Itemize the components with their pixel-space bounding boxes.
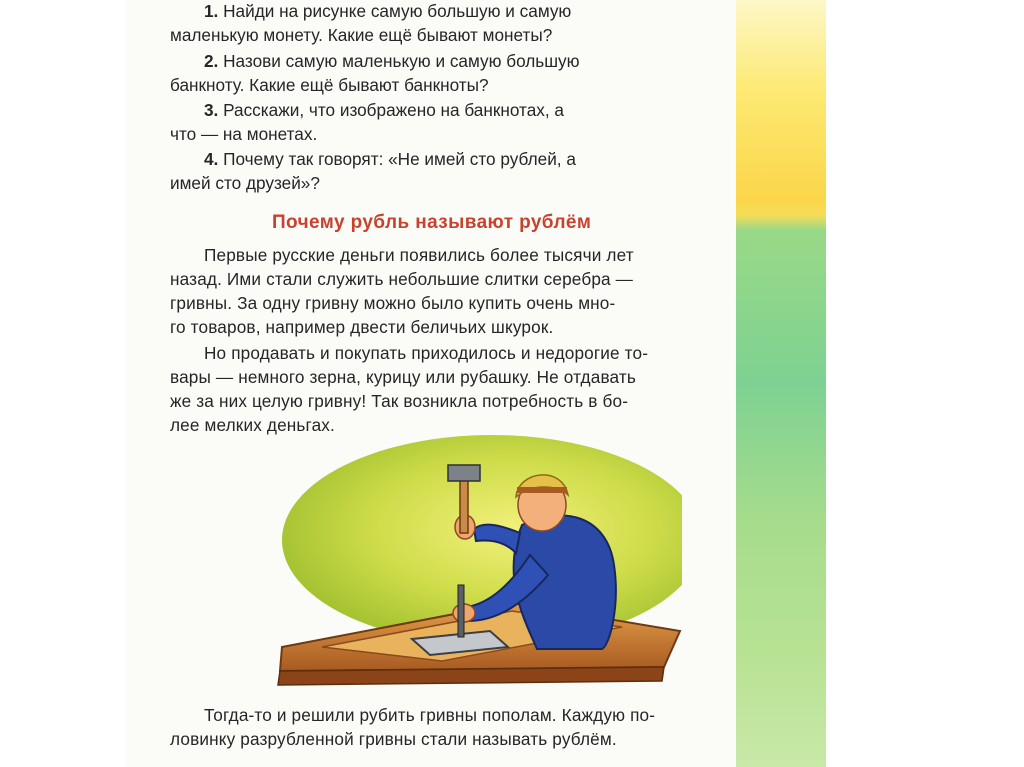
question-1-line2: маленькую монету. Какие ещё бывают монеты? (170, 25, 553, 45)
paragraph-line: лее мелких деньгах. (170, 415, 335, 435)
question-3-line2: что — на монетах. (170, 124, 318, 144)
hammer-head (448, 465, 480, 481)
question-4 (170, 148, 732, 171)
paragraph-line: го товаров, например двести беличьих шкурок. (170, 317, 554, 337)
paragraph-line: гривны. За одну гривну можно было купить очень мно- (170, 293, 616, 313)
chisel (458, 585, 464, 637)
question-line: Найди на рисунке самую большую и самую (223, 1, 572, 21)
headband (517, 487, 567, 493)
question-2-line2: банкноту. Какие ещё бывают банкноты? (170, 75, 489, 95)
question-number: 1. (204, 1, 219, 21)
decorative-side-stripe (736, 0, 826, 767)
paragraph-line: Первые русские деньги появились более тысячи лет (204, 245, 634, 265)
question-2 (170, 50, 732, 73)
question-number: 2. (204, 51, 219, 71)
workbench-edge (278, 667, 664, 685)
hammer-handle (460, 473, 468, 533)
paragraph-line: Тогда-то и решили рубить гривны пополам. Каждую по- (204, 705, 656, 725)
question-line: Назови самую маленькую и самую большую (223, 51, 580, 71)
paragraph-line: назад. Ими стали служить небольшие слитки серебра — (170, 269, 634, 289)
craftsman-illustration (262, 435, 682, 687)
question-1 (170, 0, 732, 23)
question-4-line2: имей сто друзей»? (170, 173, 320, 193)
question-number: 4. (204, 149, 219, 169)
question-line: Почему так говорят: «Не имей сто рублей, а (223, 149, 576, 169)
paragraph-line: ловинку разрубленной гривны стали называть рублём. (170, 729, 617, 749)
paragraph-line: Но продавать и покупать приходилось и недорогие то- (204, 343, 649, 363)
section-heading: Почему рубль называют рублём (272, 212, 592, 233)
question-3 (170, 99, 732, 122)
paragraph-line: вары — немного зерна, курицу или рубашку. Не отдавать (170, 367, 636, 387)
question-line: Расскажи, что изображено на банкнотах, а (223, 100, 564, 120)
question-number: 3. (204, 100, 219, 120)
paragraph-line: же за них целую гривну! Так возникла потребность в бо- (170, 391, 629, 411)
